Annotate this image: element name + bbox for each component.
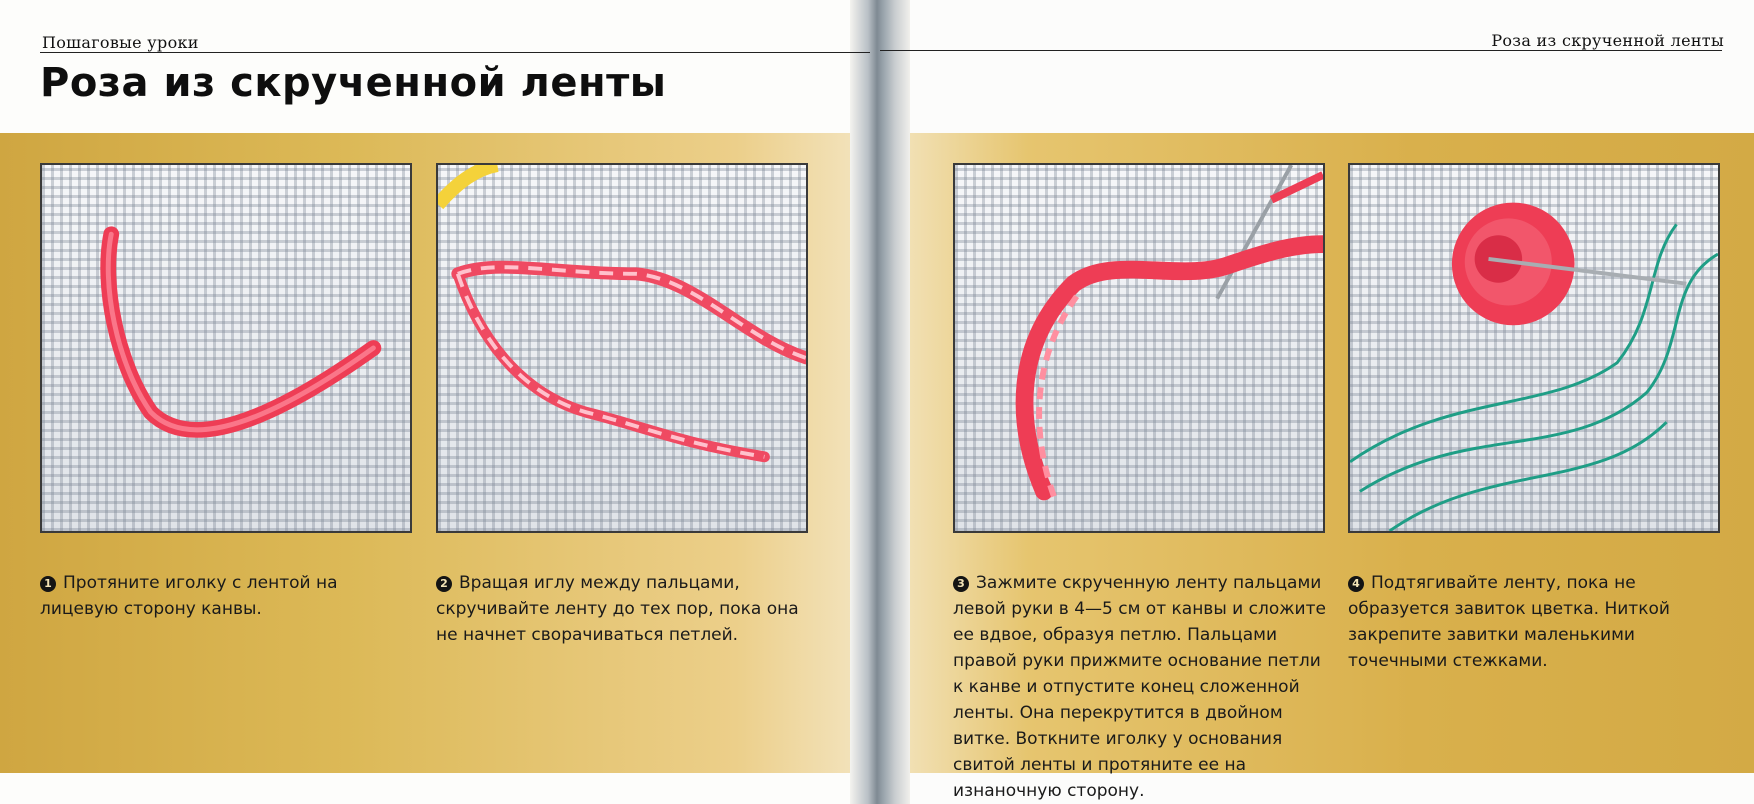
ribbon-illustration-2 bbox=[438, 165, 806, 531]
step-2-photo bbox=[436, 163, 808, 533]
step-3-text: Зажмите скрученную ленту пальцами левой руки в 4—5 см от канвы и сложите ее вдвое, образуя петлю. Пальцами правой руки прижмите основание петли к канве и отпустите конец сложенной ленты. Она перекрутится в двойном витке. Воткните иголку у основания свитой ленты и протяните ее на изнаночную сторону. bbox=[953, 573, 1326, 801]
header-rule-left bbox=[40, 52, 870, 53]
page-title: Роза из скрученной ленты bbox=[40, 60, 667, 106]
header-rule-right bbox=[880, 50, 1722, 51]
ribbon-illustration-1 bbox=[42, 165, 410, 531]
ribbon-illustration-3 bbox=[955, 165, 1323, 531]
step-4-number: 4 bbox=[1348, 576, 1364, 592]
step-1-caption bbox=[40, 570, 418, 622]
step-3-caption bbox=[953, 570, 1335, 804]
step-1-photo bbox=[40, 163, 412, 533]
step-2-number: 2 bbox=[436, 576, 452, 592]
rose-illustration-4 bbox=[1350, 165, 1718, 531]
step-3-photo bbox=[953, 163, 1325, 533]
book-gutter bbox=[850, 0, 910, 804]
step-1-text: Протяните иголку с лентой на лицевую сторону канвы. bbox=[40, 573, 338, 619]
step-3-number: 3 bbox=[953, 576, 969, 592]
step-2-caption bbox=[436, 570, 816, 648]
step-4-caption bbox=[1348, 570, 1728, 674]
step-4-photo bbox=[1348, 163, 1720, 533]
step-4-text: Подтягивайте ленту, пока не образуется завиток цветка. Ниткой закрепите завитки маленькими точечными стежками. bbox=[1348, 573, 1670, 671]
step-1-number: 1 bbox=[40, 576, 56, 592]
running-title-left: Пошаговые уроки bbox=[42, 33, 199, 52]
running-title-right: Роза из скрученной ленты bbox=[1491, 31, 1724, 50]
step-2-text: Вращая иглу между пальцами, скручивайте ленту до тех пор, пока она не начнет сворачиваться петлей. bbox=[436, 573, 799, 645]
